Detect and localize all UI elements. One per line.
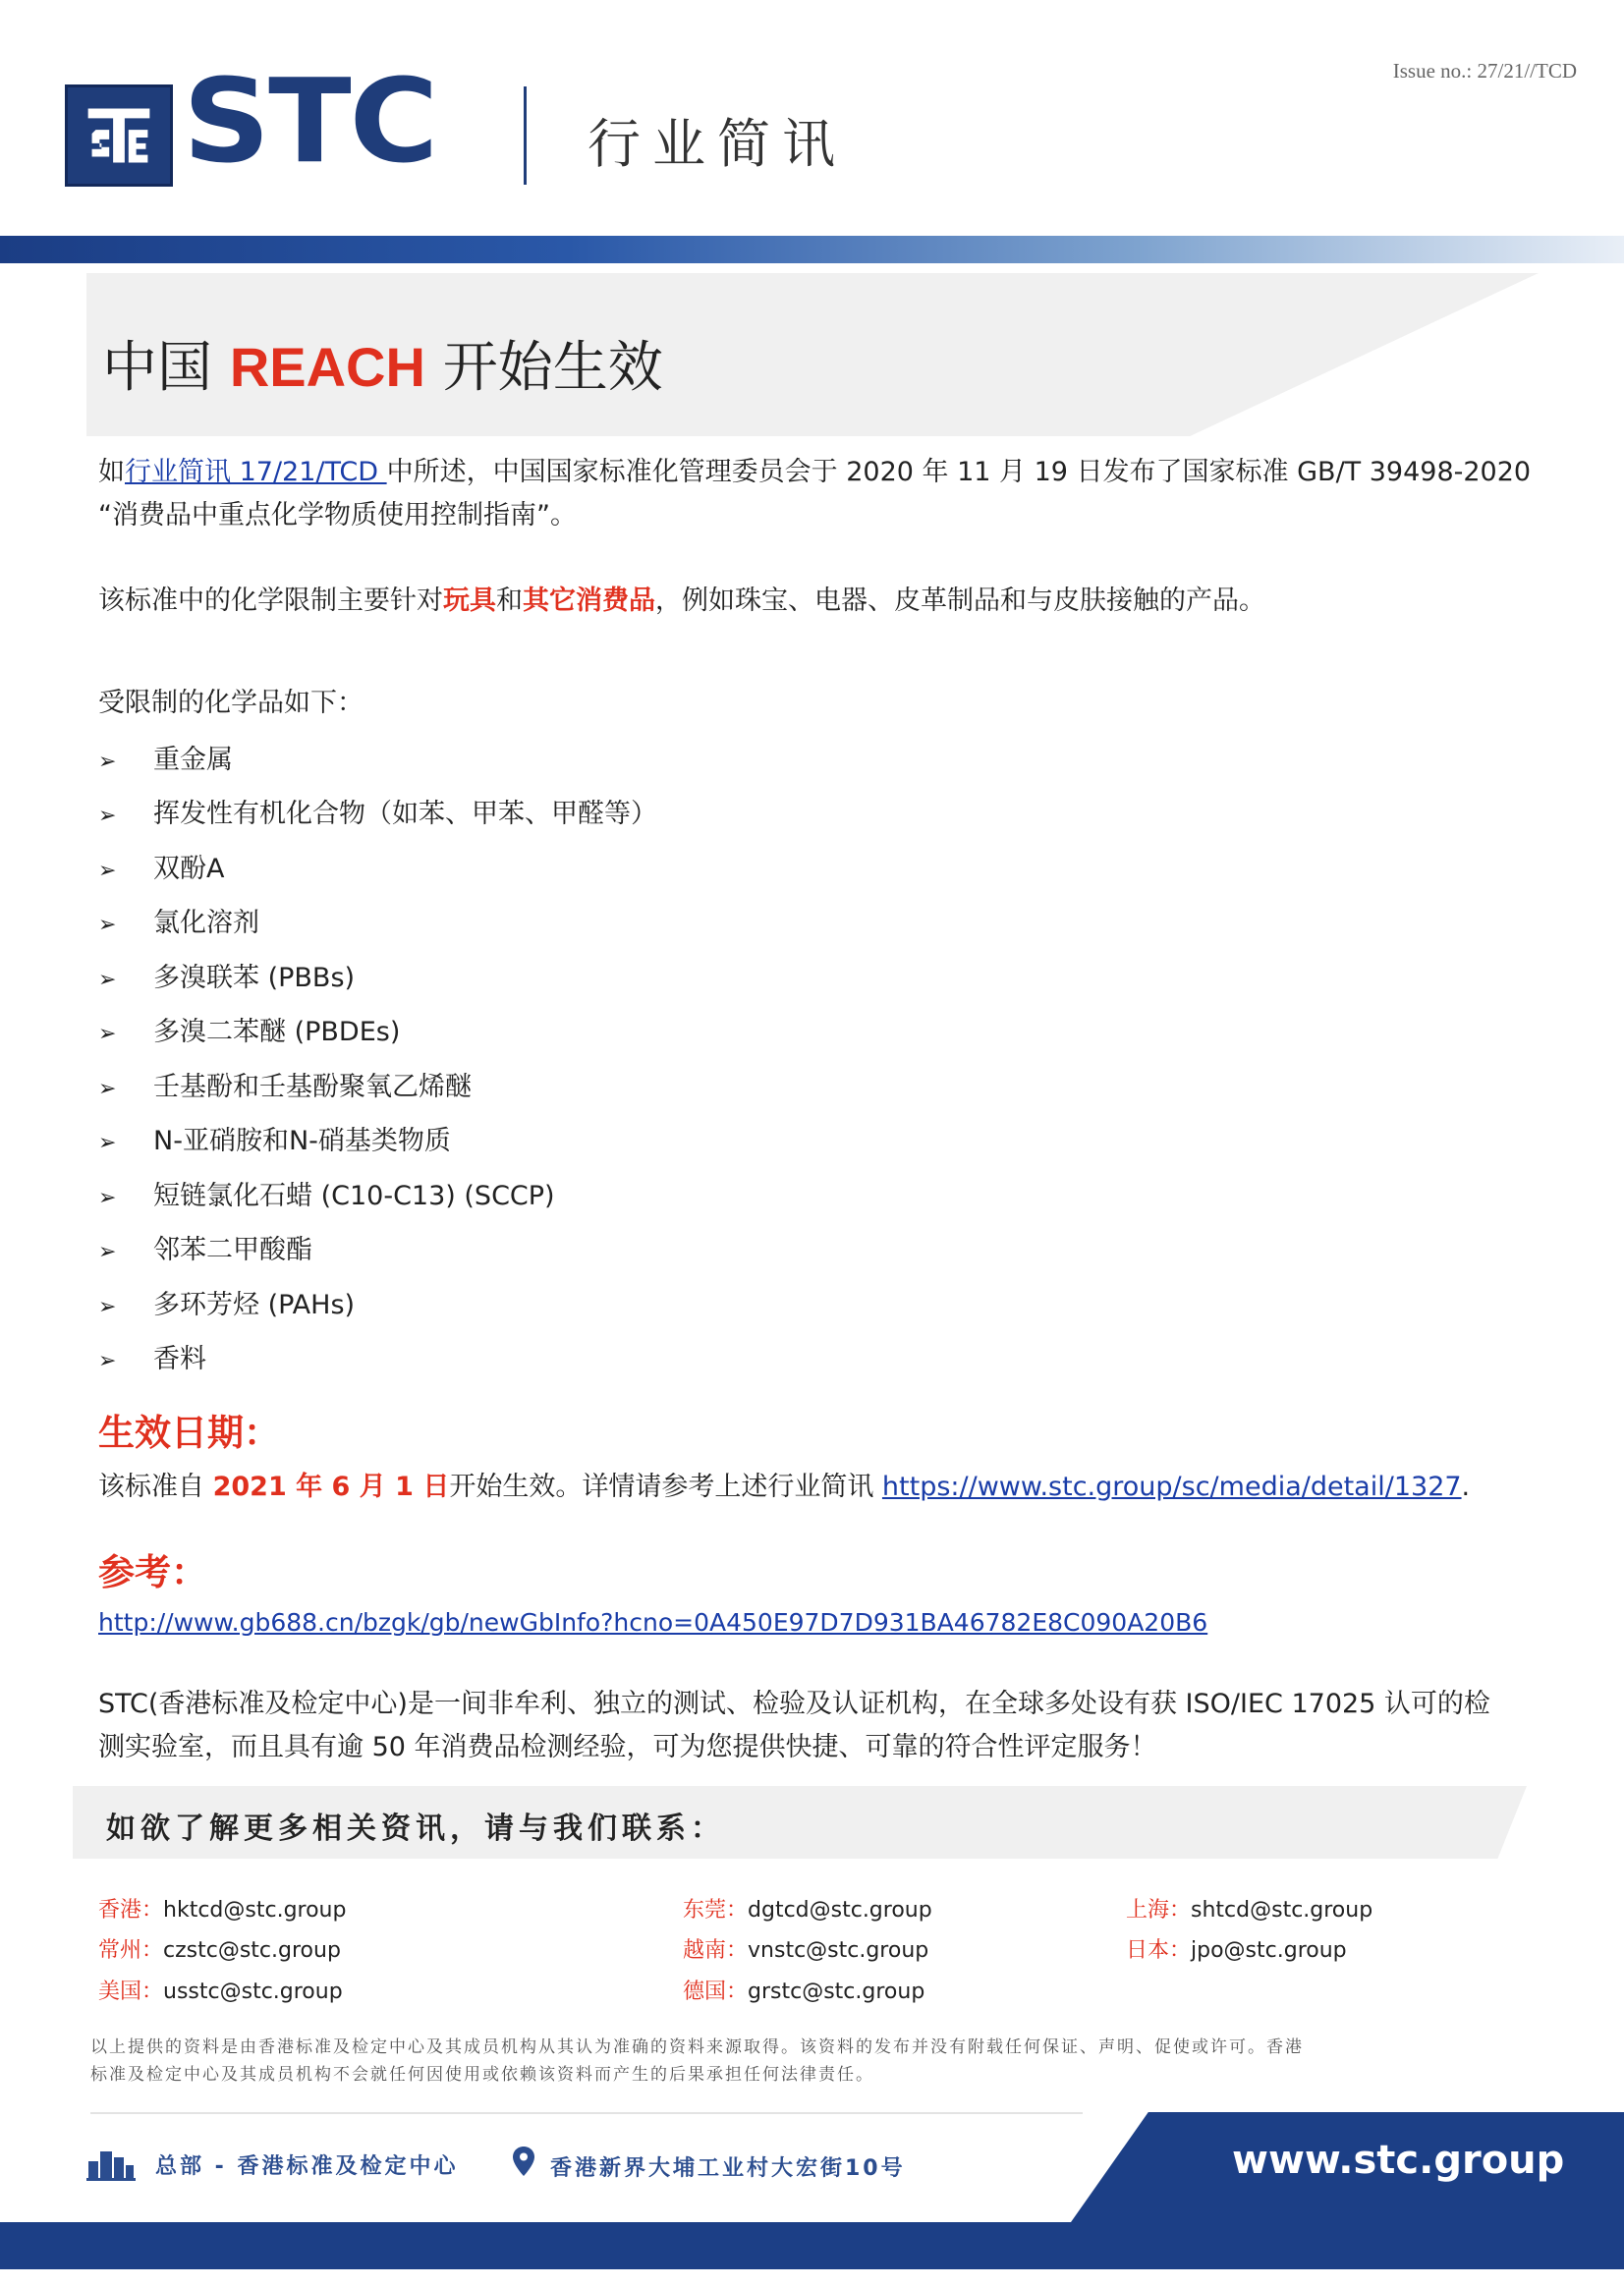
list-item-text: 邻苯二甲酸酯 [153, 1235, 312, 1265]
scope-toys: 玩具 [443, 586, 496, 616]
effective-text: . [1461, 1472, 1471, 1502]
contact-item [98, 1975, 343, 2005]
list-item [98, 1174, 555, 1212]
list-item-text: 短链氯化石蜡 (C10-C13) (SCCP) [153, 1181, 555, 1211]
contact-city: 美国： [98, 1980, 164, 2004]
arrow-bullet-icon: ➢ [98, 859, 117, 883]
list-item [98, 847, 224, 885]
newsletter-subtitle: 行业简讯 [588, 113, 847, 175]
arrow-bullet-icon: ➢ [98, 913, 117, 937]
contact-item [683, 1933, 928, 1964]
issue-number: Issue no.: 27/21//TCD [1392, 59, 1577, 83]
about-text: STC(香港标准及检定中心)是一间非牟利、独立的测试、检验及认证机构，在全球多处设有获 ISO/IEC 17025 认可的检 [98, 1689, 1490, 1719]
page-title [102, 324, 663, 403]
location-pin-icon [513, 2147, 534, 2176]
list-item [98, 1337, 206, 1375]
contact-city: 香港： [98, 1898, 164, 1923]
stc-media-link[interactable]: https://www.stc.group/sc/media/detail/1327 [881, 1472, 1462, 1502]
footer-website[interactable]: www.stc.group [1232, 2138, 1565, 2183]
arrow-bullet-icon: ➢ [98, 1022, 117, 1046]
intro-paragraph-2 [98, 580, 1265, 623]
contact-city: 常州： [98, 1938, 164, 1963]
list-item [98, 1010, 400, 1048]
disclaimer-line-1: 以上提供的资料是由香港标准及检定中心及其成员机构从其认为准确的资料来源取得。该资料的发布并没有附载任何保证、声明、促使或许可。香港 [90, 2037, 1304, 2057]
scope-text: 和 [496, 586, 523, 616]
list-item [98, 956, 355, 994]
list-item [98, 1283, 355, 1321]
list-item [98, 1228, 312, 1266]
contact-item [1126, 1933, 1347, 1964]
list-item-text: 重金属 [153, 745, 233, 775]
contact-email[interactable]: dgtcd@stc.group [748, 1898, 932, 1923]
contact-email[interactable]: usstc@stc.group [163, 1980, 343, 2004]
arrow-bullet-icon: ➢ [98, 804, 117, 828]
arrow-bullet-icon: ➢ [98, 1349, 117, 1373]
arrow-bullet-icon: ➢ [98, 968, 117, 992]
restricted-intro: 受限制的化学品如下： [98, 688, 364, 718]
contact-city: 日本： [1126, 1938, 1192, 1963]
arrow-bullet-icon: ➢ [98, 1186, 117, 1210]
contact-item [1126, 1893, 1372, 1924]
title-brand: REACH [229, 336, 425, 398]
contact-item [98, 1893, 346, 1924]
arrow-bullet-icon: ➢ [98, 1295, 117, 1319]
gb688-link[interactable]: http://www.gb688.cn/bzgk/gb/newGbInfo?hcno=0A450E97D7D931BA46782E8C090A20B6 [98, 1608, 1208, 1637]
effective-date-paragraph [98, 1466, 1470, 1509]
footer-divider [90, 2112, 1083, 2114]
list-item [98, 901, 259, 939]
contact-email[interactable]: hktcd@stc.group [163, 1898, 347, 1923]
list-item [98, 738, 233, 776]
header-divider [524, 86, 527, 185]
list-item-text: 双酚A [153, 854, 225, 884]
intro-text: 中所述，中国国家标准化管理委员会于 2020 年 11 月 19 日发布了国家标准 GB/T 39498-2020 [386, 457, 1532, 487]
intro-text: “消费品中重点化学物质使用控制指南”。 [98, 500, 577, 530]
contact-item [683, 1893, 932, 1924]
list-item-text: 多溴二苯醚 (PBDEs) [153, 1017, 401, 1047]
list-item-text: 氯化溶剂 [153, 908, 259, 938]
list-item-text: 挥发性有机化合物（如苯、甲苯、甲醛等） [153, 799, 657, 829]
contact-city: 德国： [683, 1980, 749, 2004]
contact-city: 越南： [683, 1938, 749, 1963]
stc-logo-icon [65, 84, 173, 187]
scope-other-products: 其它消费品 [523, 586, 655, 616]
stc-logo-wordmark: STC [183, 53, 437, 189]
building-icon [86, 2148, 136, 2181]
footer-bar [0, 2222, 1624, 2269]
intro-paragraph-1 [98, 451, 1531, 537]
effective-text: 开始生效。详情请参考上述行业简讯 [449, 1472, 882, 1502]
reference-paragraph [98, 1601, 1207, 1645]
arrow-bullet-icon: ➢ [98, 750, 117, 774]
contact-email[interactable]: czstc@stc.group [163, 1938, 341, 1963]
list-item [98, 1119, 451, 1157]
arrow-bullet-icon: ➢ [98, 1131, 117, 1155]
list-item-text: N-亚硝胺和N-硝基类物质 [153, 1126, 451, 1156]
effective-date-heading: 生效日期： [98, 1412, 280, 1454]
intro-text: 如 [98, 457, 125, 487]
contact-email[interactable]: jpo@stc.group [1191, 1938, 1347, 1963]
effective-date-value: 2021 年 6 月 1 日 [212, 1472, 450, 1502]
title-post: 开始生效 [442, 336, 663, 400]
arrow-bullet-icon: ➢ [98, 1077, 117, 1101]
footer-address: 香港新界大埔工业村大宏街10号 [550, 2156, 906, 2181]
footer-headquarters: 总部 - 香港标准及检定中心 [155, 2154, 459, 2179]
contact-city: 东莞： [683, 1898, 749, 1923]
list-item-text: 壬基酚和壬基酚聚氧乙烯醚 [153, 1072, 472, 1102]
arrow-bullet-icon: ➢ [98, 1240, 117, 1264]
list-item [98, 1065, 472, 1103]
scope-text: 该标准中的化学限制主要针对 [98, 586, 443, 616]
disclaimer-line-2: 标准及检定中心及其成员机构不会就任何因使用或依赖该资料而产生的后果承担任何法律责任。 [90, 2065, 874, 2085]
about-text: 测实验室，而且具有逾 50 年消费品检测经验，可为您提供快捷、可靠的符合性评定服务！ [98, 1732, 1157, 1762]
list-item-text: 香料 [153, 1344, 206, 1374]
title-pre: 中国 [102, 336, 212, 400]
effective-text: 该标准自 [98, 1472, 213, 1502]
list-item-text: 多环芳烃 (PAHs) [153, 1290, 356, 1320]
contact-title: 如欲了解更多相关资讯，请与我们联系： [106, 1812, 725, 1846]
scope-text: ，例如珠宝、电器、皮革制品和与皮肤接触的产品。 [655, 586, 1265, 616]
contact-email[interactable]: shtcd@stc.group [1191, 1898, 1373, 1923]
contact-email[interactable]: vnstc@stc.group [748, 1938, 929, 1963]
contact-item [98, 1933, 341, 1964]
about-paragraph [98, 1683, 1490, 1769]
contact-email[interactable]: grstc@stc.group [748, 1980, 925, 2004]
list-item [98, 792, 657, 830]
list-item-text: 多溴联苯 (PBBs) [153, 963, 356, 993]
header-gradient-band [0, 236, 1624, 263]
contact-city: 上海： [1126, 1898, 1192, 1923]
newsletter-link[interactable]: 行业简讯 17/21/TCD [125, 457, 387, 487]
reference-heading: 参考： [98, 1551, 207, 1593]
contact-item [683, 1975, 924, 2005]
